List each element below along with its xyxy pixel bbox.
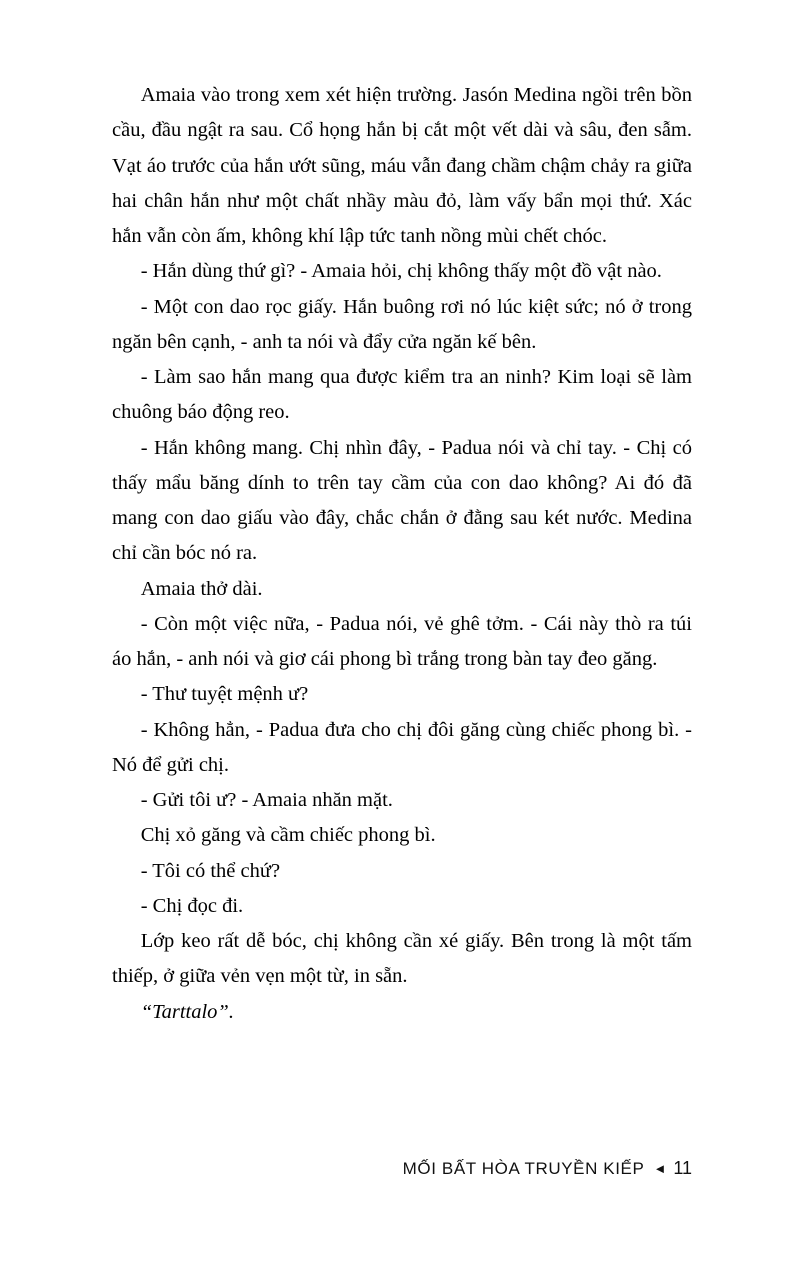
footer-inner xyxy=(403,1158,692,1179)
paragraph: Lớp keo rất dễ bóc, chị không cần xé giấy. Bên trong là một tấm thiếp, ở giữa vẻn vẹn một từ, in sẵn. xyxy=(112,930,692,988)
footer-book-title: MỐI BẤT HÒA TRUYỀN KIẾP xyxy=(402,1159,645,1178)
paragraph: - Gửi tôi ư? - Amaia nhăn mặt. xyxy=(140,789,393,811)
paragraph: - Hắn dùng thứ gì? - Amaia hỏi, chị không thấy một đồ vật nào. xyxy=(140,260,662,283)
paragraph: - Còn một việc nữa, - Padua nói, vẻ ghê tởm. - Cái này thò ra túi áo hắn, - anh nói và giơ cái phong bì trắng trong bàn tay đeo găng. xyxy=(112,612,692,670)
paragraph: - Làm sao hắn mang qua được kiểm tra an ninh? Kim loại sẽ làm chuông báo động reo. xyxy=(112,366,692,424)
page-number: 11 xyxy=(673,1158,692,1178)
paragraph-quote: “Tarttalo”. xyxy=(140,1000,234,1023)
paragraph: - Thư tuyệt mệnh ư? xyxy=(140,683,309,706)
paragraph: - Một con dao rọc giấy. Hắn buông rơi nó lúc kiệt sức; nó ở trong ngăn bên cạnh, - anh ta nói và đẩy cửa ngăn kế bên. xyxy=(112,295,692,353)
paragraph: Chị xỏ găng và cầm chiếc phong bì. xyxy=(140,824,436,847)
page-footer xyxy=(112,1158,692,1179)
paragraph: Amaia thở dài. xyxy=(140,577,263,600)
paragraph: - Không hẳn, - Padua đưa cho chị đôi găng cùng chiếc phong bì. - Nó để gửi chị. xyxy=(112,718,692,776)
paragraph: - Hắn không mang. Chị nhìn đây, - Padua nói và chỉ tay. - Chị có thấy mẩu băng dính to trên tay cầm của con dao không? Ai đó đã mang con dao giấu vào đây, chắc chắn ở đằng sau két nước. Medina chỉ cần bóc nó ra. xyxy=(112,436,692,565)
paragraph: - Tôi có thể chứ? xyxy=(140,859,281,882)
left-arrow-icon: ◄ xyxy=(653,1161,667,1176)
paragraph: - Chị đọc đi. xyxy=(140,894,244,917)
paragraph: Amaia vào trong xem xét hiện trường. Jasón Medina ngồi trên bồn cầu, đầu ngật ra sau. Cổ họng hắn bị cắt một vết dài và sâu, đen sẫm. Vạt áo trước của hắn ướt sũng, máu vẫn đang chầm chậm chảy ra giữa hai chân hắn như một chất nhầy màu đỏ, làm vấy bẩn mọi thứ. Xác hắn vẫn còn ấm, không khí lập tức tanh nồng mùi chết chóc. xyxy=(112,84,692,247)
body-text xyxy=(112,78,692,1030)
